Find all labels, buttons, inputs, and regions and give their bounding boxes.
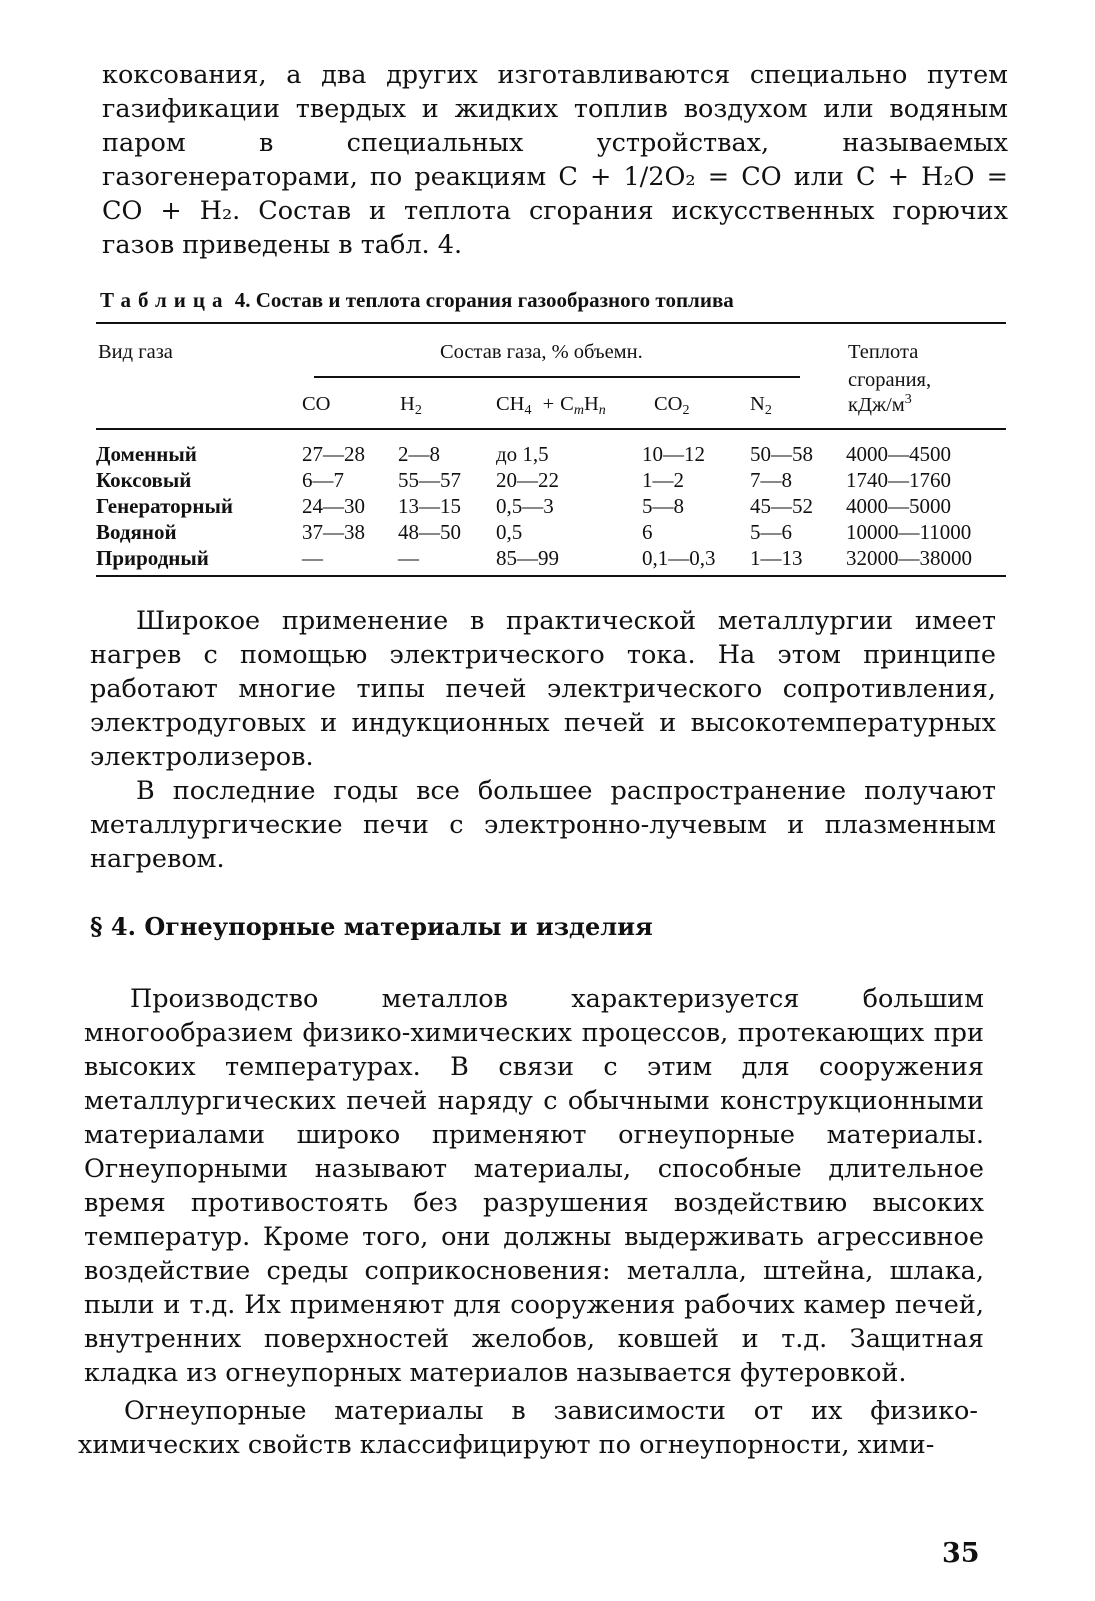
cell-n2: 1—13 bbox=[750, 546, 803, 570]
cell-ch4: 85—99 bbox=[496, 546, 559, 570]
cell-n2: 50—58 bbox=[750, 442, 813, 466]
table-top-rule bbox=[96, 322, 1006, 324]
table-row bbox=[96, 493, 1016, 519]
cell-heat: 1740—1760 bbox=[846, 468, 951, 492]
paragraph-refractory-intro: Производство металлов характеризуется большим многообразием физико-химических процессов, протекающих при высоких температурах. В связи с этим для сооружения металлургических печей наряду с обычными конструкционными материалами широко применяют огнеупорные материалы. Огнеупорными называют материалы, способные длительное время противостоять без разрушения воздействию высоких температур. Кроме того, они должны выдерживать агрессивное воздействие среды соприкосновения: металла, штейна, шлака, пыли и т.д. Их применяют для сооружения рабочих камер печей, внутренних поверхностей желобов, ковшей и т.д. Защитная кладка из огнеупорных материалов называется футеровкой. bbox=[84, 984, 984, 1388]
cell-co: — bbox=[302, 546, 323, 570]
header-heat-line1: Теплота bbox=[848, 341, 919, 363]
header-h2: $H_2$ bbox=[400, 393, 422, 418]
cell-heat: 4000—4500 bbox=[846, 442, 951, 466]
cell-heat: 4000—5000 bbox=[846, 494, 951, 518]
cell-ch4: 0,5 bbox=[496, 520, 523, 544]
cell-heat: 10000—11000 bbox=[846, 520, 972, 544]
cell-name: Генераторный bbox=[96, 494, 233, 518]
cell-n2: 7—8 bbox=[750, 468, 792, 492]
cell-co: 6—7 bbox=[302, 468, 344, 492]
paragraph-refractory-classification: Огнеупорные материалы в зависимости от их физико-химических свойств классифицируют по огнеупорности, хими- bbox=[78, 1396, 978, 1460]
cell-h2: 55—57 bbox=[398, 468, 461, 492]
cell-h2: 2—8 bbox=[398, 442, 440, 466]
cell-name: Доменный bbox=[96, 442, 197, 466]
cell-name: Природный bbox=[96, 546, 209, 570]
cell-ch4: 20—22 bbox=[496, 468, 559, 492]
cell-co2: 0,1—0,3 bbox=[642, 546, 716, 570]
table-header-rule bbox=[96, 428, 1006, 430]
cell-ch4: 0,5—3 bbox=[496, 494, 554, 518]
header-heat-unit: кДж/$м^3$ bbox=[848, 392, 912, 416]
cell-name: Коксовый bbox=[96, 468, 192, 492]
header-composition: Состав газа, % объемн. bbox=[440, 341, 643, 363]
table-row bbox=[96, 467, 1016, 493]
table-caption-text: 4. Состав и теплота сгорания газообразного топлива bbox=[234, 288, 734, 312]
header-heat-line2: сгорания, bbox=[848, 369, 932, 391]
cell-co2: 5—8 bbox=[642, 494, 684, 518]
table-bottom-rule bbox=[96, 575, 1006, 577]
cell-co: 37—38 bbox=[302, 520, 365, 544]
cell-ch4: до 1,5 bbox=[496, 442, 549, 466]
cell-co2: 1—2 bbox=[642, 468, 684, 492]
cell-h2: — bbox=[398, 546, 419, 570]
header-co2: $CO_2$ bbox=[654, 393, 690, 418]
header-co: CO bbox=[302, 393, 331, 415]
header-ch4-cmhn: $CH_4 + C_mH_n$ bbox=[496, 393, 606, 418]
table-row bbox=[96, 519, 1016, 545]
table-row bbox=[96, 545, 1016, 571]
cell-co2: 6 bbox=[642, 520, 653, 544]
table-caption-word: Таблица bbox=[100, 288, 230, 312]
cell-co: 24—30 bbox=[302, 494, 365, 518]
paragraph-electron-beam: В последние годы все большее распространение получают металлургические печи с электронно-лучевым и плазменным нагревом. bbox=[90, 776, 996, 874]
page-number: 35 bbox=[942, 1538, 980, 1569]
intro-paragraph: коксования, а два других изготавливаются специально путем газификации твердых и жидких топлив воздухом или водяным паром в специальных устройствах, называемых газогенераторами, по реакциям С + 1/2О₂ = СО или С + Н₂О = СО + Н₂. Состав и теплота сгорания искусственных горючих газов приведены в табл. 4. bbox=[102, 60, 1008, 260]
section-heading: § 4. Огнеупорные материалы и изделия bbox=[90, 912, 653, 941]
table-row bbox=[96, 441, 1016, 467]
table-caption bbox=[100, 288, 1010, 313]
cell-co: 27—28 bbox=[302, 442, 365, 466]
cell-name: Водяной bbox=[96, 520, 177, 544]
cell-n2: 45—52 bbox=[750, 494, 813, 518]
cell-h2: 48—50 bbox=[398, 520, 461, 544]
paragraph-electric-heating: Широкое применение в практической металлургии имеет нагрев с помощью электрического тока. На этом принципе работают многие типы печей электрического сопротивления, электродуговых и индукционных печей и высокотемпературных электролизеров. bbox=[90, 606, 996, 772]
cell-h2: 13—15 bbox=[398, 494, 461, 518]
composition-underline bbox=[314, 376, 800, 378]
header-n2: $N_2$ bbox=[750, 393, 772, 418]
cell-heat: 32000—38000 bbox=[846, 546, 972, 570]
header-gas-type: Вид газа bbox=[98, 341, 173, 363]
cell-n2: 5—6 bbox=[750, 520, 792, 544]
cell-co2: 10—12 bbox=[642, 442, 705, 466]
